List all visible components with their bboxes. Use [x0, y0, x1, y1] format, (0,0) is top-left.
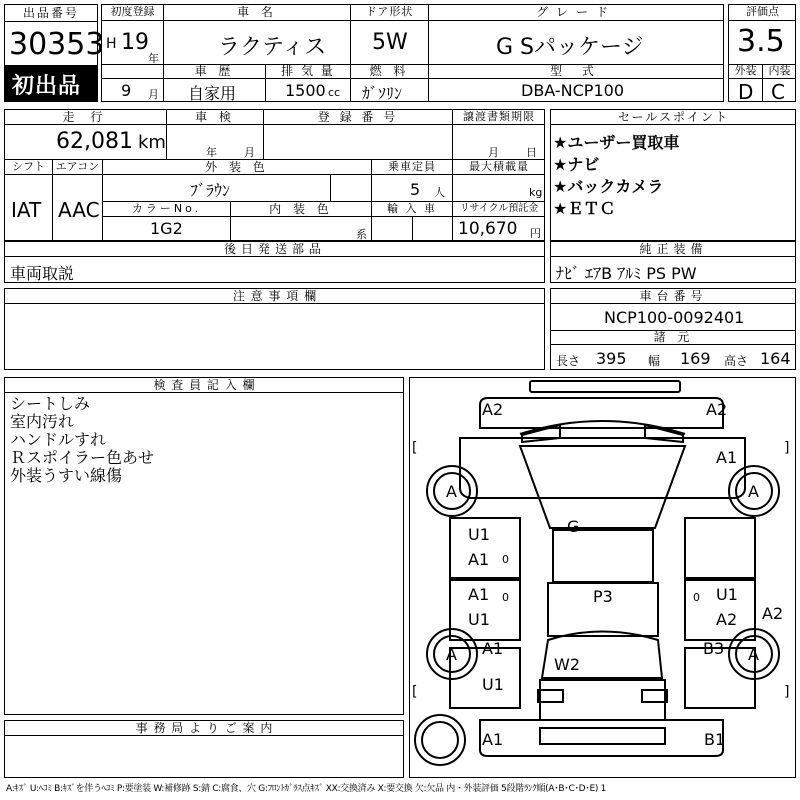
recycle-label: リサイクル預託金	[459, 203, 539, 214]
inspector-note: 室内汚れ	[10, 412, 75, 431]
recycle-value: 10,670	[458, 219, 518, 239]
inspector-note: 外装うすい線傷	[10, 466, 123, 485]
recycle-unit: 円	[530, 227, 541, 240]
genuine-label: 純正装備	[639, 242, 708, 256]
front-grille-shape	[530, 381, 680, 392]
sales-point-item: ★バックカメラ	[553, 177, 664, 196]
dims-label: 諸 元	[653, 330, 694, 344]
displacement-label: 排 気 量	[281, 64, 335, 78]
width-value: 169	[680, 349, 711, 368]
capacity-value: 5	[410, 180, 421, 199]
mark-wheel-lr: A	[446, 645, 457, 664]
mark-left-rear-door-2: U1	[468, 610, 490, 629]
color-no-label: カラーNo.	[131, 202, 202, 215]
fuel-value: ｶﾞｿﾘﾝ	[362, 84, 403, 103]
right-front-door-shape	[685, 518, 755, 578]
history-value: 自家用	[188, 84, 237, 103]
tail-light-right-shape	[642, 690, 667, 702]
inspector-note: ハンドルすれ	[10, 430, 107, 449]
ac-value: AAC	[58, 198, 100, 222]
shift-value: IAT	[11, 198, 42, 222]
inspector-label: 検 査 員 記 入 欄	[153, 378, 256, 392]
mark-left-front-door-2: A1	[468, 550, 490, 569]
mark-right-side-far: A2	[762, 604, 784, 623]
load-label: 最大積載量	[469, 160, 529, 173]
transfer-day: 日	[526, 146, 537, 159]
displacement-value: 1500	[285, 81, 326, 100]
mark-roof: P3	[593, 587, 613, 606]
ext-color-value: ﾌﾞﾗｳﾝ	[190, 181, 231, 200]
front-bumper-shape	[480, 398, 723, 428]
era-letter: H	[106, 36, 117, 52]
lot-box	[4, 4, 105, 102]
first-listing-badge: 初出品	[4, 65, 98, 102]
model-value: DBA-NCP100	[521, 81, 624, 100]
mileage-unit: km	[138, 132, 166, 153]
car-outline-svg	[410, 378, 795, 777]
width-label: 幅	[648, 354, 661, 368]
door-value: 5W	[372, 30, 408, 55]
mark-wheel-rr: A	[748, 645, 759, 664]
mark-right-rear-door-2: A2	[716, 610, 738, 629]
int-color-label: 内 装 色	[269, 202, 333, 216]
mark-rear-bumper-right: B1	[704, 730, 726, 749]
mark-left-rear-fender: A1	[482, 639, 504, 658]
mark-bracket-left-top: [	[412, 440, 418, 456]
year-value: 19	[121, 30, 149, 55]
mark-rear-bumper-left: A1	[482, 730, 504, 749]
car-name: ラクティス	[218, 35, 327, 60]
rear-bumper-shape	[480, 720, 726, 756]
door-label: ドア形状	[365, 5, 414, 18]
after-parts-value: 車両取説	[10, 264, 75, 283]
mark-bracket-right-bottom: ]	[784, 684, 790, 700]
mark-rear-glass: W2	[554, 655, 580, 674]
model-label: 型 式	[550, 64, 602, 78]
exterior-value: D	[738, 80, 754, 104]
import-label: 輸 入 車	[387, 202, 437, 215]
length-label: 長さ	[556, 354, 581, 368]
inspector-note: Ｒスポイラー色あせ	[10, 448, 155, 467]
mileage-value: 62,081	[56, 129, 133, 154]
chassis-label: 車台番号	[639, 289, 708, 303]
inspection-label: 車 検	[195, 110, 235, 124]
interior-value: C	[771, 80, 785, 104]
height-label: 高さ	[724, 354, 749, 368]
sales-point-item: ★ユーザー買取車	[553, 133, 680, 152]
inspection-month: 月	[244, 146, 255, 159]
history-label: 車 歴	[194, 64, 235, 78]
mark-front-right: A2	[706, 400, 728, 419]
ac-label: エアコン	[55, 160, 100, 173]
shift-label: シフト	[12, 160, 45, 173]
inspector-note: シートしみ	[10, 394, 91, 413]
grade-value: G Sパッケージ	[496, 35, 644, 60]
first-reg-label: 初度登録	[110, 5, 155, 18]
lot-number: 30353	[9, 27, 105, 62]
length-value: 395	[596, 349, 627, 368]
score-value: 3.5	[737, 24, 785, 59]
mark-right-rear-fender: B3	[703, 639, 725, 658]
windshield-shape	[553, 530, 653, 582]
month-unit: 月	[148, 88, 159, 101]
mark-zero-3: 0	[693, 591, 700, 604]
transfer-month: 月	[488, 146, 499, 159]
mark-wheel-lf: A	[446, 482, 457, 501]
car-name-label: 車 名	[237, 5, 277, 19]
hood-shape	[520, 446, 685, 528]
mark-hood: G	[567, 517, 580, 536]
chassis-value: NCP100-0092401	[604, 308, 745, 327]
interior-label: 内装	[768, 64, 791, 77]
exterior-label: 外装	[734, 64, 757, 77]
rear-glass-shape	[540, 680, 665, 720]
transfer-label: 譲渡書類期限	[463, 110, 535, 123]
height-value: 164	[760, 349, 791, 368]
color-no-value: 1G2	[150, 219, 183, 238]
license-plate-shape	[540, 728, 665, 744]
mark-zero-2: 0	[502, 591, 509, 604]
office-label: 事 務 局 よ り ご 案 内	[135, 721, 274, 735]
displacement-unit: cc	[328, 86, 341, 99]
reg-no-label: 登 録 番 号	[317, 110, 399, 124]
after-parts-label: 後日発送部品	[223, 242, 326, 256]
mark-left-front-door-1: U1	[468, 525, 490, 544]
mark-right-rear-door-1: U1	[716, 585, 738, 604]
mark-left-rear-quarter: U1	[482, 675, 504, 694]
month-value: 9	[121, 81, 132, 100]
grade-label: グレード	[535, 5, 616, 19]
mark-bracket-left-bottom: [	[412, 684, 418, 700]
mark-right-front-fender: A1	[716, 448, 738, 467]
mileage-label: 走 行	[62, 110, 109, 124]
ext-color-label: 外 装 色	[205, 160, 269, 174]
year-unit: 年	[148, 52, 159, 65]
spare-wheel-inner	[422, 722, 458, 758]
capacity-label: 乗車定員	[388, 160, 436, 173]
mark-zero-1: 0	[502, 553, 509, 566]
mark-wheel-rf: A	[748, 482, 759, 501]
load-unit: kg	[529, 186, 543, 199]
caution-label: 注 意 事 項 欄	[232, 289, 318, 303]
damage-diagram	[409, 377, 796, 778]
mark-left-rear-door-1: A1	[468, 585, 490, 604]
legend-text: A:ｷｽﾞ U:ﾍｺﾐ B:ｷｽﾞを伴うﾍｺﾐ P:要塗装 W:補修跡 S:錆 C:腐食、穴 G:ﾌﾛﾝﾄｶﾞﾗｽ点ｷｽﾞ XX:交換済み X:要交換 欠:欠品 内・外装評価 5段階ﾗﾝｸ順(A･B･C･D･E) 1	[6, 784, 607, 794]
int-color-unit: 系	[356, 228, 367, 241]
score-label: 評価点	[746, 5, 779, 18]
mark-front-left: A2	[482, 400, 504, 419]
sales-point-item: ★ナビ	[553, 155, 600, 174]
mark-bracket-right-top: ]	[784, 440, 790, 456]
fuel-label: 燃 料	[369, 64, 410, 78]
genuine-value: ﾅﾋﾞ ｴｱB ｱﾙﾐ PS PW	[556, 264, 697, 283]
lot-label: 出品番号	[22, 6, 79, 20]
sales-point-item: ★ＥＴＣ	[553, 199, 616, 218]
tail-light-left-shape	[538, 690, 563, 702]
capacity-unit: 人	[434, 186, 445, 199]
sales-points-label: セールスポイント	[618, 110, 729, 124]
inspection-year: 年	[206, 146, 217, 159]
